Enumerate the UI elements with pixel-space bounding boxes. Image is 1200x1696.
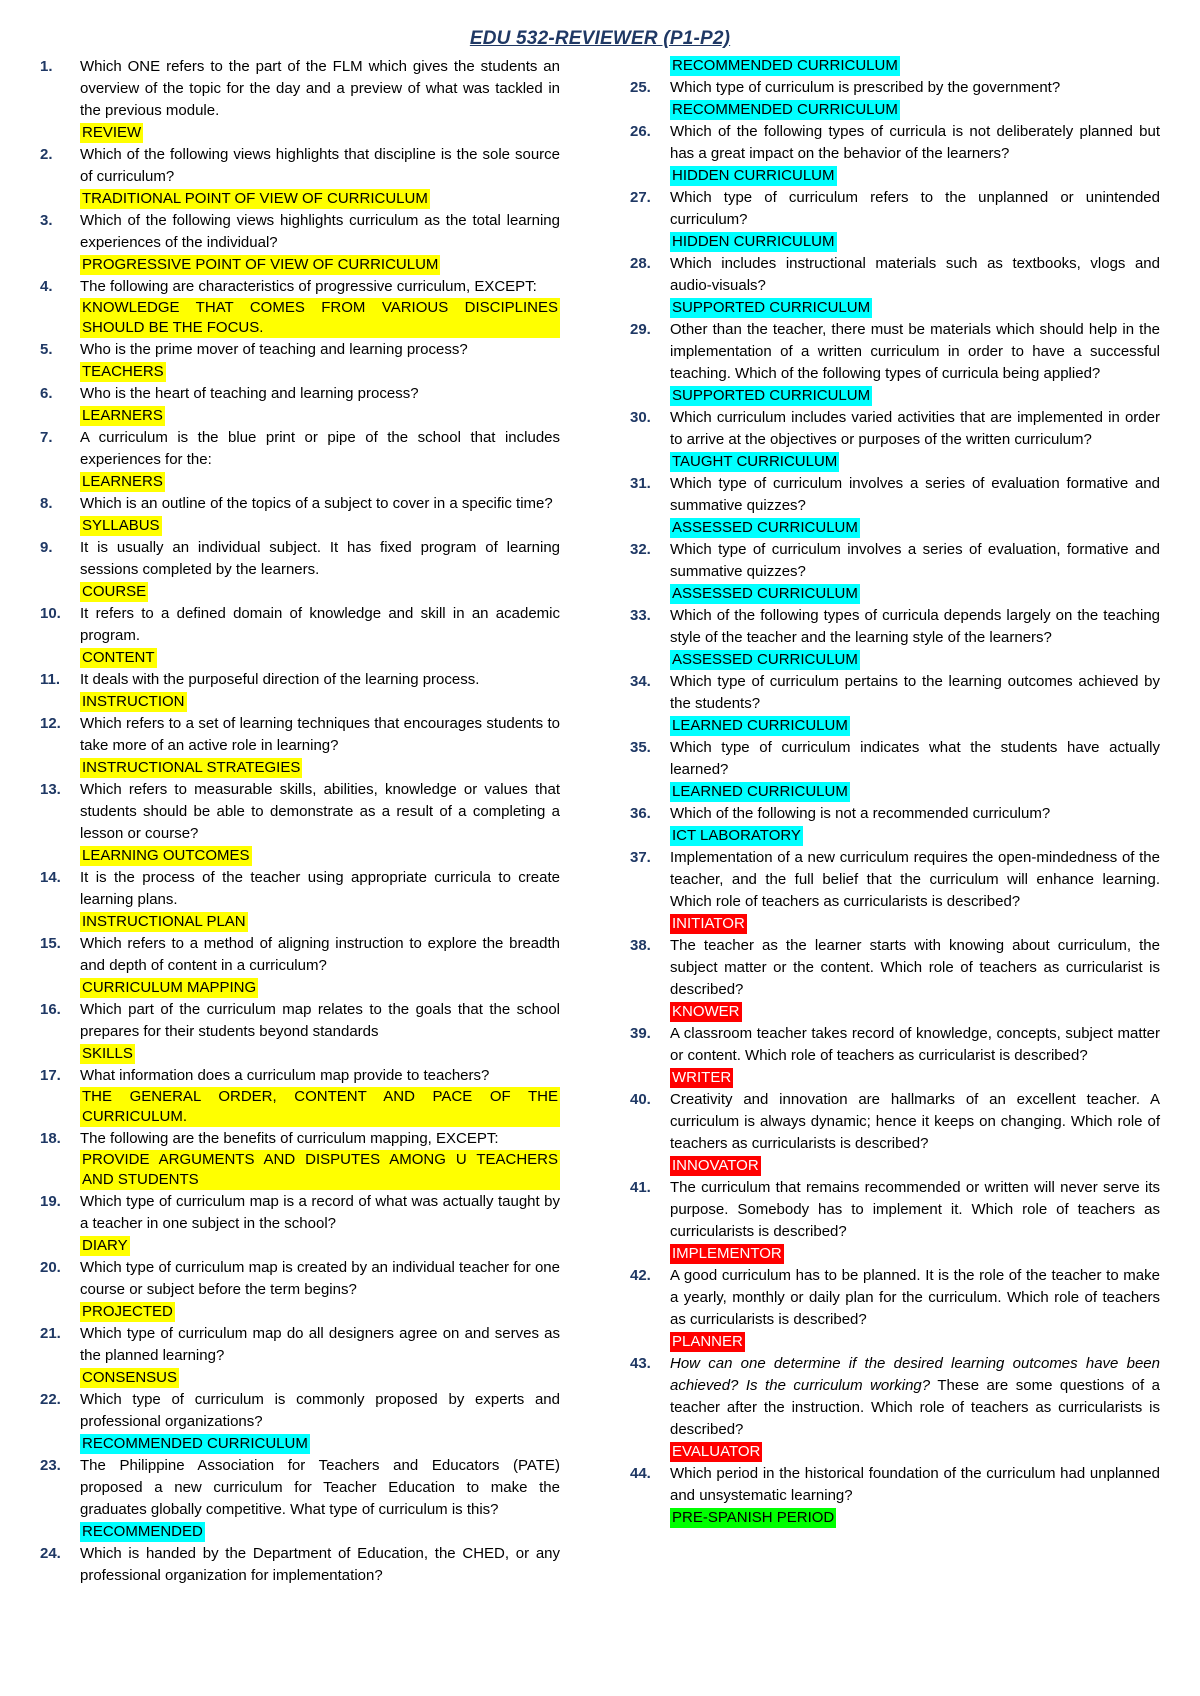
- question-body: [80, 1323, 560, 1389]
- question-number: 36.: [630, 805, 651, 822]
- question-number: 42.: [630, 1267, 651, 1284]
- question-number: 9.: [40, 539, 53, 556]
- question-number: 4.: [40, 278, 53, 295]
- question-number: 30.: [630, 409, 651, 426]
- question-text: The teacher as the learner starts with knowing about curriculum, the subject matter or the content. Which role of teachers as curricularist is described?: [670, 937, 1160, 998]
- answer-highlight: CURRICULUM MAPPING: [82, 979, 257, 996]
- question-number: 18.: [40, 1130, 61, 1147]
- question-item: [630, 1463, 1160, 1529]
- question-item: [630, 77, 1160, 121]
- question-text: Implementation of a new curriculum requires the open-mindedness of the teacher, and the full belief that the curriculum will enhance learning. Which role of teachers as curricularists is described?: [670, 849, 1160, 910]
- question-item: [40, 603, 560, 669]
- answer-highlight: REVIEW: [82, 124, 142, 141]
- question-text: It is the process of the teacher using appropriate curricula to create learning plans.: [80, 869, 560, 908]
- question-text: [670, 1353, 1160, 1441]
- question-number: 27.: [630, 189, 651, 206]
- question-body: [80, 1128, 560, 1191]
- question-number: 3.: [40, 212, 53, 229]
- answer-highlight: ASSESSED CURRICULUM: [672, 519, 858, 536]
- question-body: [80, 603, 560, 669]
- question-number: 34.: [630, 673, 651, 690]
- answer-highlight: PROJECTED: [82, 1303, 173, 1320]
- question-item: [630, 803, 1160, 847]
- question-body: [80, 933, 560, 999]
- question-number: 28.: [630, 255, 651, 272]
- question-item: [40, 339, 560, 383]
- answer-highlight: ICT LABORATORY: [672, 827, 801, 844]
- answer-highlight: HIDDEN CURRICULUM: [672, 233, 835, 250]
- question-text: It deals with the purposeful direction of the learning process.: [80, 671, 480, 688]
- question-item: [630, 1353, 1160, 1463]
- question-body: [670, 1023, 1160, 1089]
- question-number: 35.: [630, 739, 651, 756]
- question-item: [40, 669, 560, 713]
- question-number: 43.: [630, 1355, 651, 1372]
- question-text: The Philippine Association for Teachers and Educators (PATE) proposed a new curriculum for Teacher Education to make the graduates globally competitive. What type of curriculum is this?: [80, 1457, 560, 1518]
- answer-highlight: LEARNING OUTCOMES: [82, 847, 250, 864]
- question-text: The curriculum that remains recommended or written will never serve its purpose. Somebody has to implement it. Which role of teachers as curricularists is described?: [670, 1179, 1160, 1240]
- question-text: Who is the heart of teaching and learning process?: [80, 385, 419, 402]
- question-body: [80, 427, 560, 493]
- question-number: 39.: [630, 1025, 651, 1042]
- question-number: 44.: [630, 1465, 651, 1482]
- question-text: The following are characteristics of progressive curriculum, EXCEPT:: [80, 278, 537, 295]
- question-text: Which type of curriculum refers to the unplanned or unintended curriculum?: [670, 189, 1160, 228]
- answer-highlight: SYLLABUS: [82, 517, 160, 534]
- question-item: [40, 427, 560, 493]
- question-text: A good curriculum has to be planned. It is the role of the teacher to make a yearly, monthly or daily plan for the curriculum. Which role of teachers as curricularists is described?: [670, 1267, 1160, 1328]
- question-item: [630, 1089, 1160, 1177]
- question-item: [630, 737, 1160, 803]
- answer-highlight: RECOMMENDED CURRICULUM: [672, 101, 898, 118]
- question-text: Which type of curriculum involves a series of evaluation, formative and summative quizzes?: [670, 541, 1160, 580]
- question-number: 13.: [40, 781, 61, 798]
- answer-highlight: INITIATOR: [672, 915, 745, 932]
- question-number: 10.: [40, 605, 61, 622]
- question-body: [80, 1065, 560, 1128]
- question-text: Which type of curriculum pertains to the learning outcomes achieved by the students?: [670, 673, 1160, 712]
- answer-highlight: PROGRESSIVE POINT OF VIEW OF CURRICULUM: [82, 256, 439, 273]
- question-number: 31.: [630, 475, 651, 492]
- question-number: 38.: [630, 937, 651, 954]
- question-item: [40, 210, 560, 276]
- question-body: [670, 935, 1160, 1023]
- question-item: [40, 383, 560, 427]
- question-body: [670, 253, 1160, 319]
- question-body: [80, 867, 560, 933]
- question-body: [670, 407, 1160, 473]
- question-item: [40, 779, 560, 867]
- question-item: [630, 407, 1160, 473]
- question-text: Which type of curriculum is prescribed by the government?: [670, 79, 1061, 96]
- question-body: [670, 187, 1160, 253]
- question-body: [80, 999, 560, 1065]
- question-body: [670, 1177, 1160, 1265]
- answer-highlight: RECOMMENDED: [82, 1523, 203, 1540]
- question-text: Which period in the historical foundation of the curriculum had unplanned and unsystematic learning?: [670, 1465, 1160, 1504]
- answer-highlight: SKILLS: [82, 1045, 133, 1062]
- question-text: A classroom teacher takes record of knowledge, concepts, subject matter or content. Which role of teachers as curricularist is described?: [670, 1025, 1160, 1064]
- answer-highlight: PRE-SPANISH PERIOD: [672, 1509, 835, 1526]
- question-number: 7.: [40, 429, 53, 446]
- answer-highlight: RECOMMENDED CURRICULUM: [82, 1435, 308, 1452]
- question-body: [80, 1543, 560, 1587]
- answer-highlight: INSTRUCTIONAL STRATEGIES: [82, 759, 301, 776]
- question-item: [40, 1128, 560, 1191]
- question-body: [80, 144, 560, 210]
- question-body: [80, 713, 560, 779]
- question-body: [670, 1089, 1160, 1177]
- right-column: [630, 56, 1160, 1587]
- question-text: It is usually an individual subject. It has fixed program of learning sessions completed by the learners.: [80, 539, 560, 578]
- question-item: [40, 1389, 560, 1455]
- answer-highlight: PLANNER: [672, 1333, 743, 1350]
- question-body: [670, 847, 1160, 935]
- question-item: [40, 276, 560, 339]
- question-body: [80, 1257, 560, 1323]
- question-body: [670, 605, 1160, 671]
- question-item: [630, 253, 1160, 319]
- question-number: 33.: [630, 607, 651, 624]
- question-body: [80, 383, 560, 427]
- question-number: 17.: [40, 1067, 61, 1084]
- answer-highlight: PROVIDE ARGUMENTS AND DISPUTES AMONG U TEACHERS AND STUDENTS: [82, 1151, 558, 1188]
- question-body: [670, 539, 1160, 605]
- question-number: 22.: [40, 1391, 61, 1408]
- question-number: 41.: [630, 1179, 651, 1196]
- question-item: [40, 1323, 560, 1389]
- question-text: Which of the following views highlights that discipline is the sole source of curriculum?: [80, 146, 560, 185]
- question-body: [80, 779, 560, 867]
- question-item: [630, 1265, 1160, 1353]
- question-body: [80, 1191, 560, 1257]
- question-body: [80, 276, 560, 339]
- answer-highlight: LEARNED CURRICULUM: [672, 717, 848, 734]
- question-text: Which of the following views highlights curriculum as the total learning experiences of the individual?: [80, 212, 560, 251]
- question-number: 37.: [630, 849, 651, 866]
- answer-highlight: THE GENERAL ORDER, CONTENT AND PACE OF THE CURRICULUM.: [82, 1088, 558, 1125]
- question-body: [670, 671, 1160, 737]
- answer-highlight: INSTRUCTIONAL PLAN: [82, 913, 246, 930]
- question-number: 29.: [630, 321, 651, 338]
- question-number: 21.: [40, 1325, 61, 1342]
- question-number: 19.: [40, 1193, 61, 1210]
- question-body: [670, 1353, 1160, 1463]
- question-item: [40, 144, 560, 210]
- question-body: [670, 803, 1160, 847]
- answer-highlight: DIARY: [82, 1237, 128, 1254]
- question-item: [40, 1191, 560, 1257]
- question-text: Which type of curriculum indicates what the students have actually learned?: [670, 739, 1160, 778]
- question-item: [630, 1177, 1160, 1265]
- question-item: [630, 121, 1160, 187]
- question-body: [80, 210, 560, 276]
- answer-highlight: TRADITIONAL POINT OF VIEW OF CURRICULUM: [82, 190, 428, 207]
- question-number: 20.: [40, 1259, 61, 1276]
- question-item: [40, 56, 560, 144]
- answer-highlight: KNOWLEDGE THAT COMES FROM VARIOUS DISCIPLINES SHOULD BE THE FOCUS.: [82, 299, 558, 336]
- question-item: [630, 1023, 1160, 1089]
- question-text: Other than the teacher, there must be materials which should help in the implementation of a written curriculum in order to have a successful teaching. Which of the following types of curricula being applied?: [670, 321, 1160, 382]
- question-text: Which refers to measurable skills, abilities, knowledge or values that students should be able to demonstrate as a result of a completing a lesson or course?: [80, 781, 560, 842]
- question-item: [40, 1257, 560, 1323]
- answer-highlight: EVALUATOR: [672, 1443, 761, 1460]
- question-item: [40, 867, 560, 933]
- question-number: 5.: [40, 341, 53, 358]
- question-item: [40, 1543, 560, 1587]
- question-text: Which type of curriculum map is a record of what was actually taught by a teacher in one subject in the school?: [80, 1193, 560, 1232]
- question-body: [80, 1455, 560, 1543]
- question-text: Which includes instructional materials such as textbooks, vlogs and audio-visuals?: [670, 255, 1160, 294]
- answer-highlight: TAUGHT CURRICULUM: [672, 453, 838, 470]
- question-item: [630, 935, 1160, 1023]
- question-body: [670, 1463, 1160, 1529]
- question-text: Which is an outline of the topics of a subject to cover in a specific time?: [80, 495, 553, 512]
- question-body: [80, 669, 560, 713]
- answer-highlight: RECOMMENDED CURRICULUM: [672, 57, 898, 74]
- question-number: 32.: [630, 541, 651, 558]
- left-column: [40, 56, 560, 1587]
- question-text: A curriculum is the blue print or pipe of the school that includes experiences for the:: [80, 429, 560, 468]
- question-item: [40, 1065, 560, 1128]
- answer-highlight: INSTRUCTION: [82, 693, 185, 710]
- question-text: Which part of the curriculum map relates to the goals that the school prepares for their students beyond standards: [80, 1001, 560, 1040]
- question-text: Which of the following is not a recommended curriculum?: [670, 805, 1051, 822]
- question-number: 40.: [630, 1091, 651, 1108]
- question-item: [630, 847, 1160, 935]
- columns: [40, 56, 1160, 1587]
- question-item: [40, 713, 560, 779]
- question-body: [80, 56, 560, 144]
- answer-highlight: LEARNED CURRICULUM: [672, 783, 848, 800]
- question-text-italic: How can one determine if the desired learning outcomes have been achieved? Is the curriculum working?: [670, 1355, 1160, 1394]
- question-number: 16.: [40, 1001, 61, 1018]
- answer-highlight: CONSENSUS: [82, 1369, 178, 1386]
- question-text: Which of the following types of curricula is not deliberately planned but has a great impact on the behavior of the learners?: [670, 123, 1160, 162]
- question-item: [40, 537, 560, 603]
- question-text: Which type of curriculum is commonly proposed by experts and professional organizations?: [80, 1391, 560, 1430]
- question-body: [670, 319, 1160, 407]
- question-number: 8.: [40, 495, 53, 512]
- question-item: [40, 1455, 560, 1543]
- question-text: Which ONE refers to the part of the FLM which gives the students an overview of the topic for the day and a preview of what was tackled in the previous module.: [80, 58, 560, 119]
- question-item: [630, 473, 1160, 539]
- answer-highlight: IMPLEMENTOR: [672, 1245, 782, 1262]
- question-number: 15.: [40, 935, 61, 952]
- question-item: [630, 671, 1160, 737]
- answer-highlight: HIDDEN CURRICULUM: [672, 167, 835, 184]
- question-item: [40, 999, 560, 1065]
- answer-highlight: SUPPORTED CURRICULUM: [672, 299, 871, 316]
- question-text: Which type of curriculum map is created by an individual teacher for one course or subject before the term begins?: [80, 1259, 560, 1298]
- question-text: What information does a curriculum map provide to teachers?: [80, 1067, 490, 1084]
- question-body: [670, 737, 1160, 803]
- question-body: [80, 1389, 560, 1455]
- question-number: 25.: [630, 79, 651, 96]
- answer-highlight: SUPPORTED CURRICULUM: [672, 387, 871, 404]
- question-item: [40, 493, 560, 537]
- answer-highlight: COURSE: [82, 583, 147, 600]
- question-number: 6.: [40, 385, 53, 402]
- answer-highlight: WRITER: [672, 1069, 732, 1086]
- question-item: [630, 539, 1160, 605]
- question-number: 12.: [40, 715, 61, 732]
- question-item: [40, 933, 560, 999]
- answer-highlight: TEACHERS: [82, 363, 164, 380]
- question-text: Which type of curriculum involves a series of evaluation formative and summative quizzes?: [670, 475, 1160, 514]
- question-text-rest: These are some questions of a teacher after the instruction. Which role of teachers as curricularists is described?: [670, 1377, 1160, 1438]
- question-text: It refers to a defined domain of knowledge and skill in an academic program.: [80, 605, 560, 644]
- answer-highlight: LEARNERS: [82, 407, 163, 424]
- question-text: Which refers to a set of learning techniques that encourages students to take more of an active role in learning?: [80, 715, 560, 754]
- question-text: The following are the benefits of curriculum mapping, EXCEPT:: [80, 1130, 499, 1147]
- question-text: Creativity and innovation are hallmarks of an excellent teacher. A curriculum is always dynamic; hence it keeps on changing. Which role of teachers as curricularists is described?: [670, 1091, 1160, 1152]
- question-number: 26.: [630, 123, 651, 140]
- question-body: [80, 493, 560, 537]
- question-body: [670, 1265, 1160, 1353]
- answer-highlight: ASSESSED CURRICULUM: [672, 585, 858, 602]
- question-text: Which curriculum includes varied activities that are implemented in order to arrive at the objectives or purposes of the written curriculum?: [670, 409, 1160, 448]
- question-text: Which is handed by the Department of Education, the CHED, or any professional organization for implementation?: [80, 1545, 560, 1584]
- answer-highlight: ASSESSED CURRICULUM: [672, 651, 858, 668]
- answer-highlight: LEARNERS: [82, 473, 163, 490]
- question-number: 14.: [40, 869, 61, 886]
- question-text: Who is the prime mover of teaching and learning process?: [80, 341, 468, 358]
- question-item: [630, 319, 1160, 407]
- answer-highlight: INNOVATOR: [672, 1157, 759, 1174]
- continued-answer: [670, 56, 1160, 77]
- answer-highlight: KNOWER: [672, 1003, 740, 1020]
- question-body: [80, 537, 560, 603]
- question-number: 2.: [40, 146, 53, 163]
- question-text: Which refers to a method of aligning instruction to explore the breadth and depth of content in a curriculum?: [80, 935, 560, 974]
- question-body: [670, 121, 1160, 187]
- question-body: [670, 77, 1160, 121]
- question-text: Which type of curriculum map do all designers agree on and serves as the planned learning?: [80, 1325, 560, 1364]
- answer-highlight: CONTENT: [82, 649, 155, 666]
- document-title: EDU 532-REVIEWER (P1-P2): [469, 28, 731, 49]
- question-body: [80, 339, 560, 383]
- question-number: 1.: [40, 58, 53, 75]
- question-item: [630, 187, 1160, 253]
- question-body: [670, 473, 1160, 539]
- question-text: Which of the following types of curricula depends largely on the teaching style of the teacher and the learning style of the learners?: [670, 607, 1160, 646]
- question-number: 11.: [40, 671, 61, 688]
- question-number: 24.: [40, 1545, 61, 1562]
- question-item: [630, 605, 1160, 671]
- question-number: 23.: [40, 1457, 61, 1474]
